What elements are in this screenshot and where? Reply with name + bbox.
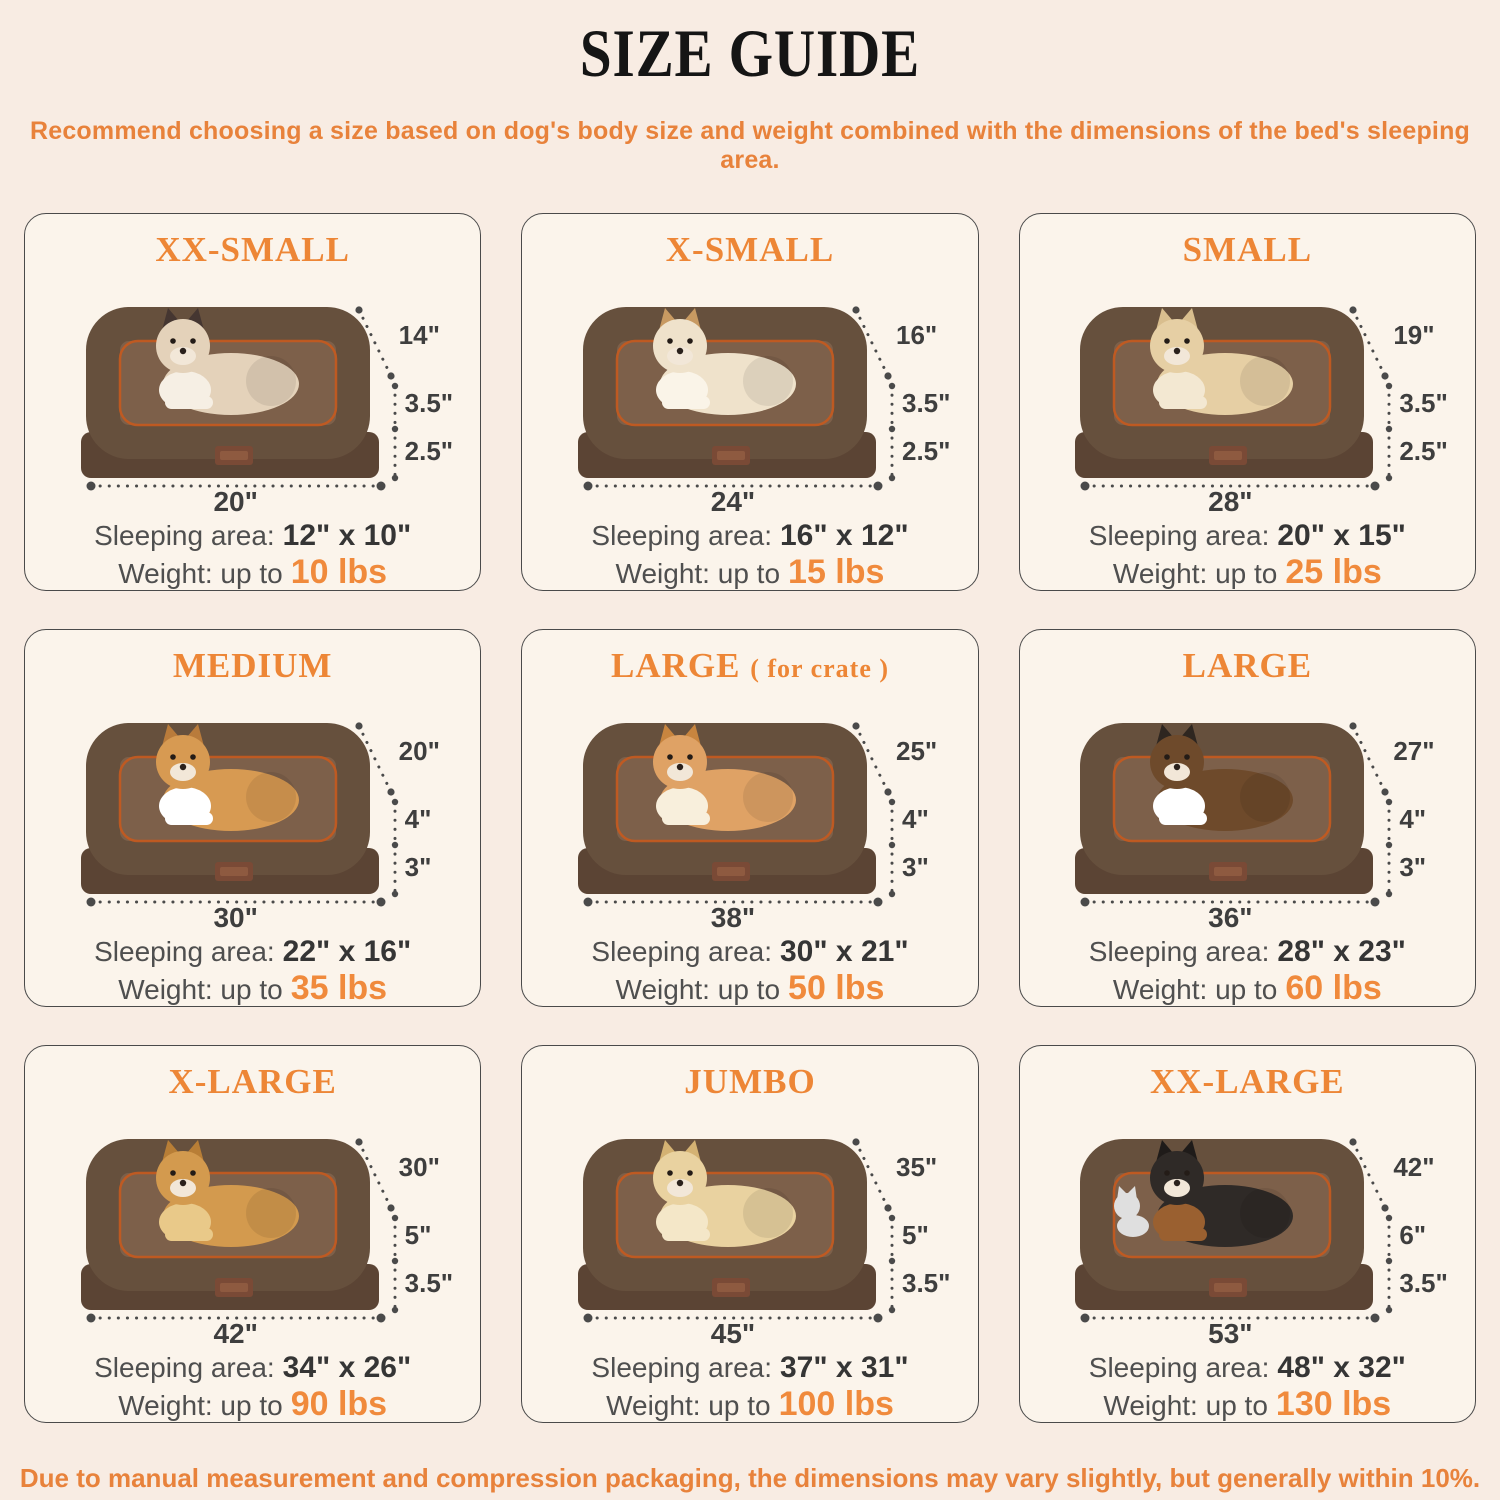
size-name: JUMBO (684, 1062, 816, 1101)
sleeping-area-value: 48" x 32" (1277, 1351, 1406, 1384)
size-card-title (522, 644, 977, 688)
dim-bed-width: 36" (1208, 902, 1253, 933)
dim-base-height: 3.5" (1399, 1268, 1448, 1298)
dim-bed-width: 28" (1208, 486, 1253, 517)
dim-bed-width: 53" (1208, 1318, 1253, 1349)
size-card (1019, 629, 1476, 1007)
dim-bolster-height: 3.5" (404, 388, 454, 418)
weight-line (25, 1386, 480, 1423)
sleeping-area-label: Sleeping area: (94, 1352, 275, 1383)
dim-base-height: 3" (1399, 852, 1427, 882)
sleeping-area-line (1020, 934, 1475, 970)
dim-bed-width: 38" (710, 902, 756, 933)
dim-base-height: 3.5" (901, 1268, 951, 1298)
weight-line (522, 554, 977, 591)
weight-label: Weight: up to (118, 974, 283, 1005)
size-name: XX-SMALL (155, 230, 350, 269)
dim-base-height: 2.5" (404, 436, 454, 466)
sleeping-area-line (25, 518, 480, 554)
size-card (521, 213, 978, 591)
size-card (24, 629, 481, 1007)
size-card-title (522, 1060, 977, 1104)
page-subtitle: Recommend choosing a size based on dog's body size and weight combined with the dimensions of the bed's sleeping area. (29, 117, 1471, 174)
dim-bed-width: 45" (710, 1318, 756, 1349)
card-meta (25, 1350, 480, 1423)
dim-bed-width: 20" (213, 486, 258, 517)
card-meta (522, 934, 977, 1007)
weight-label: Weight: up to (1103, 1390, 1268, 1421)
weight-label: Weight: up to (118, 1390, 283, 1421)
sleeping-area-line (522, 518, 977, 554)
dim-back-height: 14" (398, 320, 440, 350)
bed-figure (1027, 1104, 1467, 1349)
weight-line (25, 970, 480, 1007)
size-card (1019, 1045, 1476, 1423)
size-card (24, 1045, 481, 1423)
size-name: MEDIUM (172, 646, 333, 685)
weight-value: 35 lbs (290, 969, 388, 1007)
dim-back-height: 19" (1393, 320, 1435, 350)
sleeping-area-line (1020, 518, 1475, 554)
sleeping-area-label: Sleeping area: (94, 936, 275, 967)
weight-line (1020, 1386, 1475, 1423)
weight-label: Weight: up to (606, 1390, 771, 1421)
dim-back-height: 20" (398, 736, 440, 766)
dim-base-height: 2.5" (1399, 436, 1448, 466)
weight-label: Weight: up to (118, 558, 283, 589)
sleeping-area-value: 22" x 16" (282, 935, 412, 968)
weight-label: Weight: up to (615, 974, 781, 1005)
weight-line (1020, 554, 1475, 591)
weight-label: Weight: up to (1112, 974, 1278, 1005)
weight-label: Weight: up to (615, 558, 781, 589)
weight-value: 25 lbs (1285, 553, 1382, 591)
dim-bed-width: 30" (213, 902, 258, 933)
weight-value: 60 lbs (1285, 969, 1382, 1007)
dim-bolster-height: 5" (901, 1220, 929, 1250)
dim-back-height: 25" (895, 736, 938, 766)
dim-bolster-height: 4" (1399, 804, 1427, 834)
footer-note: Due to manual measurement and compression packaging, the dimensions may vary slightly, but generally within 10%. (19, 1463, 1481, 1493)
weight-line (522, 1386, 977, 1423)
weight-label: Weight: up to (1112, 558, 1278, 589)
bed-figure (530, 688, 970, 933)
size-name: X-SMALL (665, 230, 835, 269)
sleeping-area-value: 34" x 26" (282, 1351, 412, 1384)
bed-figure (33, 688, 473, 933)
dim-bolster-height: 4" (901, 804, 929, 834)
card-meta (522, 518, 977, 591)
bed-figure (530, 1104, 970, 1349)
weight-line (25, 554, 480, 591)
weight-value: 130 lbs (1275, 1385, 1392, 1423)
bed-figure (33, 272, 473, 517)
sleeping-area-label: Sleeping area: (591, 936, 772, 967)
card-meta (522, 1350, 977, 1423)
dim-base-height: 3" (901, 852, 929, 882)
dim-base-height: 3.5" (404, 1268, 454, 1298)
bed-figure (33, 1104, 473, 1349)
size-card (521, 1045, 978, 1423)
size-card (24, 213, 481, 591)
sleeping-area-value: 30" x 21" (780, 935, 909, 968)
dim-bolster-height: 3.5" (901, 388, 951, 418)
weight-value: 90 lbs (290, 1385, 388, 1423)
dim-bolster-height: 4" (404, 804, 432, 834)
dim-back-height: 27" (1393, 736, 1435, 766)
sleeping-area-value: 12" x 10" (282, 519, 412, 552)
sleeping-area-line (1020, 1350, 1475, 1386)
sleeping-area-label: Sleeping area: (1088, 520, 1270, 551)
size-card-title (25, 644, 480, 688)
size-name: XX-LARGE (1149, 1062, 1345, 1101)
dim-base-height: 2.5" (901, 436, 951, 466)
sleeping-area-label: Sleeping area: (94, 520, 275, 551)
card-meta (1020, 934, 1475, 1007)
sleeping-area-label: Sleeping area: (591, 520, 772, 551)
weight-value: 10 lbs (290, 553, 388, 591)
dim-back-height: 30" (398, 1152, 440, 1182)
bed-figure (1027, 272, 1467, 517)
size-card-title (25, 1060, 480, 1104)
size-card-title (1020, 1060, 1475, 1104)
card-meta (1020, 1350, 1475, 1423)
dim-back-height: 16" (895, 320, 938, 350)
weight-value: 15 lbs (788, 553, 885, 591)
card-meta (25, 934, 480, 1007)
size-name: LARGE (1182, 646, 1313, 685)
dim-bolster-height: 5" (404, 1220, 432, 1250)
card-meta (25, 518, 480, 591)
page-title: SIZE GUIDE (579, 15, 921, 91)
size-card-title (25, 228, 480, 272)
dim-bed-width: 42" (213, 1318, 258, 1349)
size-card-title (1020, 644, 1475, 688)
weight-value: 50 lbs (788, 969, 885, 1007)
size-name-note: ( for crate ) (750, 654, 890, 683)
sleeping-area-line (522, 934, 977, 970)
weight-line (1020, 970, 1475, 1007)
dim-bolster-height: 3.5" (1399, 388, 1448, 418)
sleeping-area-value: 28" x 23" (1277, 935, 1406, 968)
sleeping-area-label: Sleeping area: (1088, 1352, 1270, 1383)
bed-figure (530, 272, 970, 517)
weight-value: 100 lbs (778, 1385, 894, 1423)
sleeping-area-value: 20" x 15" (1277, 519, 1406, 552)
weight-line (522, 970, 977, 1007)
size-card-title (522, 228, 977, 272)
dim-base-height: 3" (404, 852, 432, 882)
sleeping-area-line (25, 934, 480, 970)
size-name: X-LARGE (168, 1062, 337, 1101)
card-meta (1020, 518, 1475, 591)
dim-back-height: 35" (895, 1152, 938, 1182)
dim-bolster-height: 6" (1399, 1220, 1427, 1250)
size-card-title (1020, 228, 1475, 272)
dim-back-height: 42" (1393, 1152, 1435, 1182)
sleeping-area-line (25, 1350, 480, 1386)
sleeping-area-line (522, 1350, 977, 1386)
sleeping-area-label: Sleeping area: (1088, 936, 1270, 967)
size-card (521, 629, 978, 1007)
size-name: SMALL (1182, 230, 1313, 269)
dim-bed-width: 24" (710, 486, 756, 517)
sleeping-area-label: Sleeping area: (591, 1352, 772, 1383)
size-grid (0, 213, 1500, 1423)
bed-figure (1027, 688, 1467, 933)
size-card (1019, 213, 1476, 591)
size-name: LARGE (610, 646, 741, 685)
sleeping-area-value: 16" x 12" (780, 519, 909, 552)
sleeping-area-value: 37" x 31" (780, 1351, 909, 1384)
